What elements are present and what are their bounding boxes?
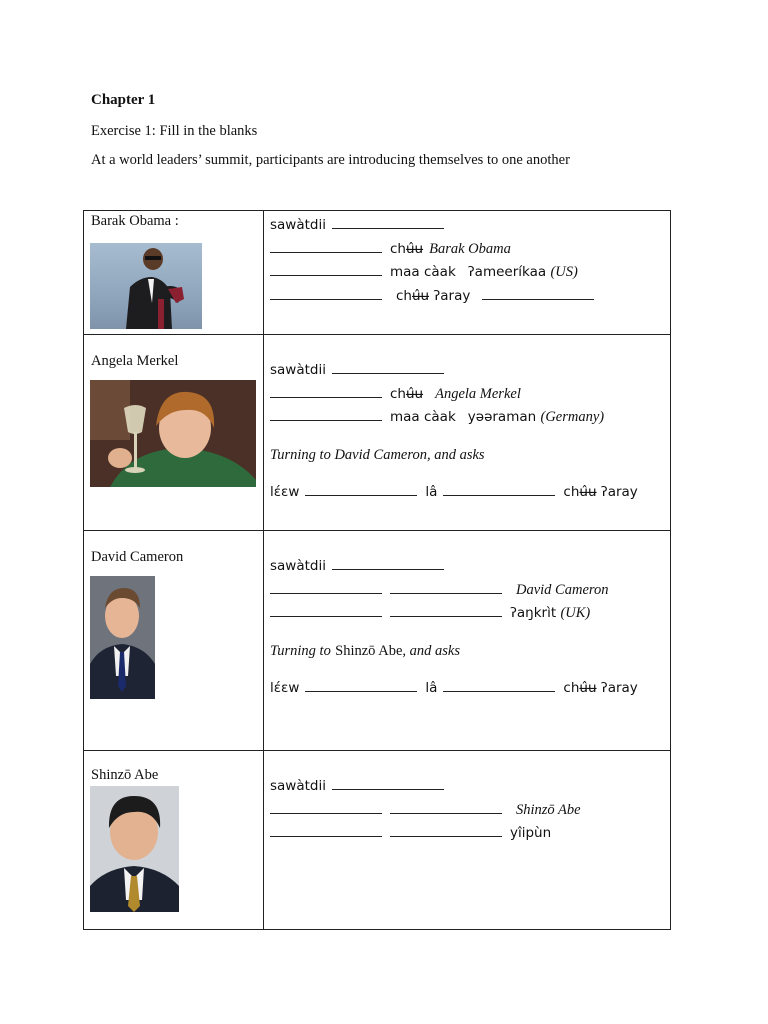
dialogue-line bbox=[270, 822, 670, 846]
stage-direction-suffix: , and asks bbox=[402, 642, 461, 659]
table-row bbox=[84, 751, 671, 930]
dialogue-cell bbox=[264, 211, 671, 335]
dialogue-line bbox=[270, 444, 670, 468]
maa-caak-text: maa càak bbox=[390, 409, 456, 425]
leader-photo-abe bbox=[90, 786, 179, 912]
self-name: David Cameron bbox=[516, 581, 609, 598]
country-english: (UK) bbox=[560, 605, 591, 621]
stage-direction: Turning to David Cameron, and asks bbox=[270, 446, 485, 463]
exercise-instructions: At a world leaders’ summit, participants are introducing themselves to one another bbox=[91, 152, 570, 168]
leader-photo-cameron bbox=[90, 576, 155, 699]
exercise-title: Exercise 1: Fill in the blanks bbox=[91, 123, 258, 139]
table-row bbox=[84, 531, 671, 751]
fill-blank[interactable] bbox=[270, 420, 382, 421]
fill-blank[interactable] bbox=[332, 569, 444, 570]
country-english: (Germany) bbox=[540, 409, 605, 425]
dialogue-line bbox=[270, 799, 670, 823]
fill-blank[interactable] bbox=[270, 616, 382, 617]
dialogue-line bbox=[270, 579, 670, 603]
dialogue-line bbox=[270, 285, 670, 309]
self-name: Shinzō Abe bbox=[516, 801, 581, 818]
dialogue-line bbox=[270, 677, 670, 701]
dialogue-cell bbox=[264, 531, 671, 751]
fill-blank[interactable] bbox=[390, 616, 502, 617]
dialogue-line bbox=[270, 383, 670, 407]
fill-blank[interactable] bbox=[270, 252, 382, 253]
chuu-aray-text: chʉ̂ʉ ʔaray bbox=[563, 484, 638, 500]
stage-direction: Turning to bbox=[270, 642, 331, 659]
fill-blank[interactable] bbox=[443, 495, 555, 496]
leader-cell bbox=[84, 751, 264, 930]
fill-blank[interactable] bbox=[332, 228, 444, 229]
leader-name: Barak Obama : bbox=[91, 213, 179, 229]
country-thai: yəəraman bbox=[467, 409, 537, 425]
country-thai: ʔaŋkrìt bbox=[510, 605, 557, 621]
fill-blank[interactable] bbox=[305, 691, 417, 692]
fill-blank[interactable] bbox=[270, 836, 382, 837]
dialogue-cell bbox=[264, 751, 671, 930]
leader-name: Shinzō Abe bbox=[91, 767, 159, 783]
chuu-text: chʉ̂ʉ bbox=[390, 385, 424, 402]
fill-blank[interactable] bbox=[270, 299, 382, 300]
table-row bbox=[84, 335, 671, 531]
leader-name: David Cameron bbox=[91, 549, 184, 565]
leader-photo-merkel bbox=[90, 380, 256, 487]
fill-blank[interactable] bbox=[270, 593, 382, 594]
fill-blank[interactable] bbox=[270, 813, 382, 814]
fill-blank[interactable] bbox=[270, 275, 382, 276]
dialogue-line bbox=[270, 214, 670, 238]
fill-blank[interactable] bbox=[443, 691, 555, 692]
fill-blank[interactable] bbox=[390, 836, 502, 837]
dialogue-line bbox=[270, 555, 670, 579]
fill-blank[interactable] bbox=[390, 593, 502, 594]
fill-blank[interactable] bbox=[305, 495, 417, 496]
leew-text: lɛ́ɛw bbox=[270, 484, 300, 500]
dialogue-line bbox=[270, 261, 670, 285]
exercise-table bbox=[83, 210, 671, 930]
chuu-text: chʉ̂ʉ bbox=[390, 240, 424, 257]
fill-blank[interactable] bbox=[270, 397, 382, 398]
greeting-text: sawàtdii bbox=[270, 558, 326, 574]
dialogue-line bbox=[270, 640, 670, 664]
self-name: Barak Obama bbox=[429, 240, 511, 257]
laa-text: lâ bbox=[425, 680, 438, 696]
greeting-text: sawàtdii bbox=[270, 362, 326, 378]
fill-blank[interactable] bbox=[332, 789, 444, 790]
dialogue-line bbox=[270, 481, 670, 505]
chapter-title: Chapter 1 bbox=[91, 92, 156, 108]
chuu-aray-text: chʉ̂ʉ ʔaray bbox=[563, 680, 638, 696]
fill-blank[interactable] bbox=[390, 813, 502, 814]
greeting-text: sawàtdii bbox=[270, 778, 326, 794]
table-row bbox=[84, 211, 671, 335]
fill-blank[interactable] bbox=[482, 299, 594, 300]
leader-name: Angela Merkel bbox=[91, 353, 179, 369]
stage-direction-name: Shinzō Abe bbox=[335, 642, 403, 659]
leader-cell bbox=[84, 531, 264, 751]
leader-cell bbox=[84, 211, 264, 335]
dialogue-line bbox=[270, 238, 670, 262]
dialogue-line bbox=[270, 775, 670, 799]
self-name: Angela Merkel bbox=[435, 385, 521, 402]
greeting-text: sawàtdii bbox=[270, 217, 326, 233]
leader-photo-obama bbox=[90, 243, 202, 329]
dialogue-line bbox=[270, 359, 670, 383]
maa-caak-text: maa càak bbox=[390, 264, 456, 280]
laa-text: lâ bbox=[425, 484, 438, 500]
fill-blank[interactable] bbox=[332, 373, 444, 374]
country-english: (US) bbox=[550, 264, 578, 280]
dialogue-line bbox=[270, 602, 670, 626]
country-thai: yîipùn bbox=[510, 825, 552, 841]
dialogue-line bbox=[270, 406, 670, 430]
dialogue-cell bbox=[264, 335, 671, 531]
leader-cell bbox=[84, 335, 264, 531]
chuu-aray-text: chʉ̂ʉ ʔaray bbox=[396, 287, 471, 304]
country-thai: ʔameeríkaa bbox=[467, 264, 547, 280]
leew-text: lɛ́ɛw bbox=[270, 680, 300, 696]
